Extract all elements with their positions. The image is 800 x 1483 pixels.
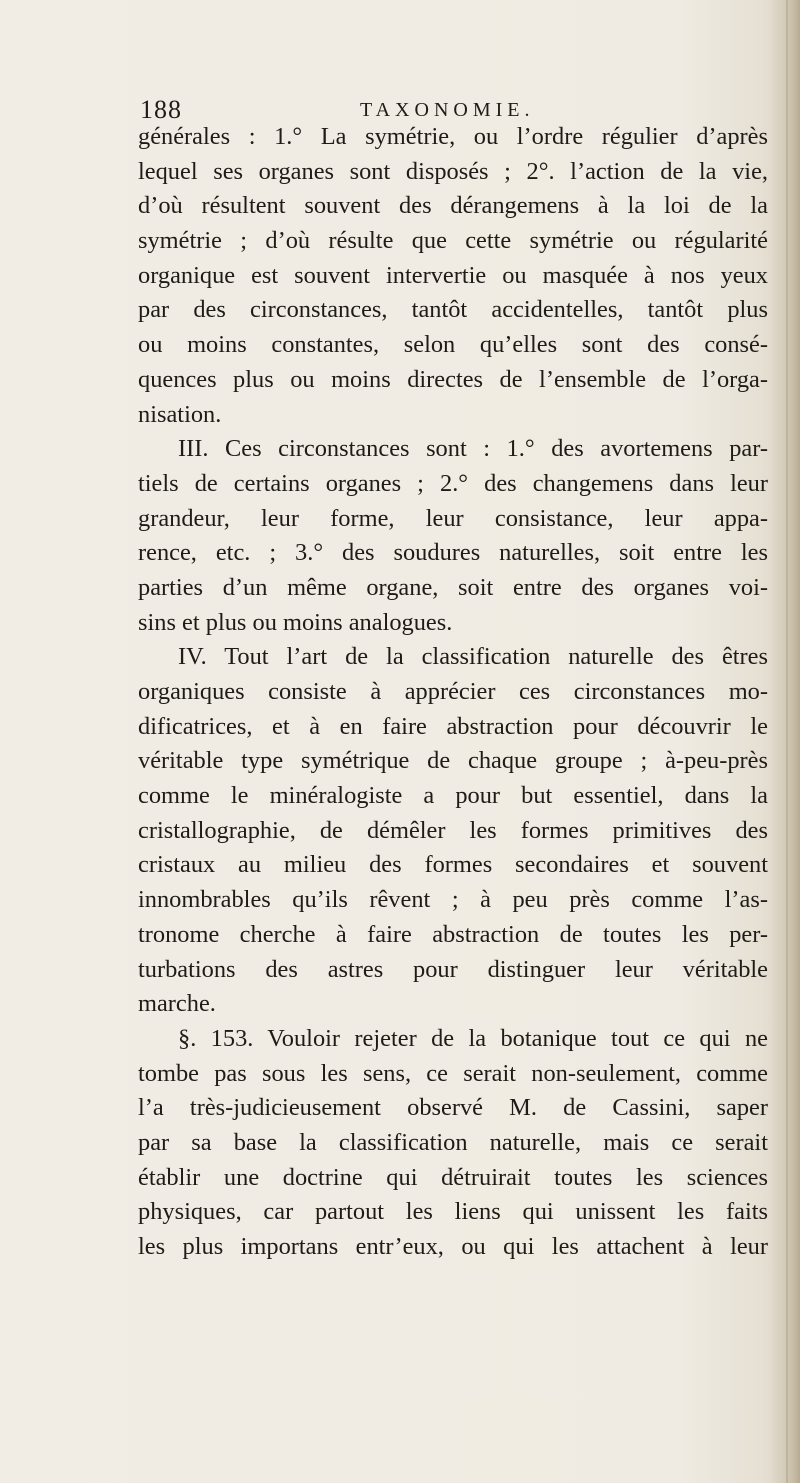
text-line: symétrie ; d’où résulte que cette symétrie ou régularité [138,227,768,255]
text-line: physiques, car partout les liens qui unissent les faits [138,1198,768,1226]
text-line: ou moins constantes, selon qu’elles sont des consé- [138,331,768,359]
text-line: tiels de certains organes ; 2.° des changemens dans leur [138,469,768,497]
paragraph-start-line: IV. Tout l’art de la classification naturelle des êtres [178,643,768,671]
paragraph-start-line: §. 153. Vouloir rejeter de la botanique tout ce qui ne [178,1024,768,1052]
text-line: nisation. [138,400,222,428]
text-line: par des circonstances, tantôt accidentelles, tantôt plus [138,296,768,324]
text-line: grandeur, leur forme, leur consistance, leur appa- [138,504,768,532]
body-text [138,120,768,1265]
page-number: 188 [140,95,182,124]
text-line: dificatrices, et à en faire abstraction pour découvrir le [138,712,768,740]
text-line: par sa base la classification naturelle, mais ce serait [138,1128,768,1156]
text-line: innombrables qu’ils rêvent ; à peu près comme l’as- [138,886,768,914]
text-line: rence, etc. ; 3.° des soudures naturelles, soit entre les [138,539,768,567]
text-line: l’a très-judicieusement observé M. de Cassini, saper [138,1094,768,1122]
text-line: cristallographie, de démêler les formes primitives des [138,816,768,844]
text-line: les plus importans entr’eux, ou qui les attachent à leur [138,1233,768,1260]
text-line: organiques consiste à apprécier ces circonstances mo- [138,678,768,705]
text-line: générales : 1.° La symétrie, ou l’ordre régulier d’après [138,123,768,150]
text-line: cristaux au milieu des formes secondaires et souvent [138,851,768,879]
running-title: TAXONOMIE. [360,99,535,121]
text-line: tronome cherche à faire abstraction de toutes les per- [138,920,768,948]
text-line: établir une doctrine qui détruirait toutes les sciences [138,1163,768,1191]
text-line: lequel ses organes sont disposés ; 2°. l’action de la vie, [138,157,768,185]
text-line: comme le minéralogiste a pour but essentiel, dans la [138,782,768,810]
text-line: quences plus ou moins directes de l’ensemble de l’orga- [138,365,768,393]
binding-shadow [786,0,788,1483]
text-line: marche. [138,990,216,1018]
text-line: organique est souvent intervertie ou masquée à nos yeux [138,261,768,289]
text-line: véritable type symétrique de chaque groupe ; à-peu-près [138,747,768,775]
paragraph-start-line: III. Ces circonstances sont : 1.° des avortemens par- [178,435,768,463]
text-line: parties d’un même organe, soit entre des organes voi- [138,573,768,601]
text-line: turbations des astres pour distinguer leur véritable [138,955,768,983]
text-line: d’où résultent souvent des dérangemens à la loi de la [138,192,768,220]
text-line: sins et plus ou moins analogues. [138,608,453,636]
text-line: tombe pas sous les sens, ce serait non-seulement, comme [138,1059,768,1087]
page-edge [770,0,800,1483]
